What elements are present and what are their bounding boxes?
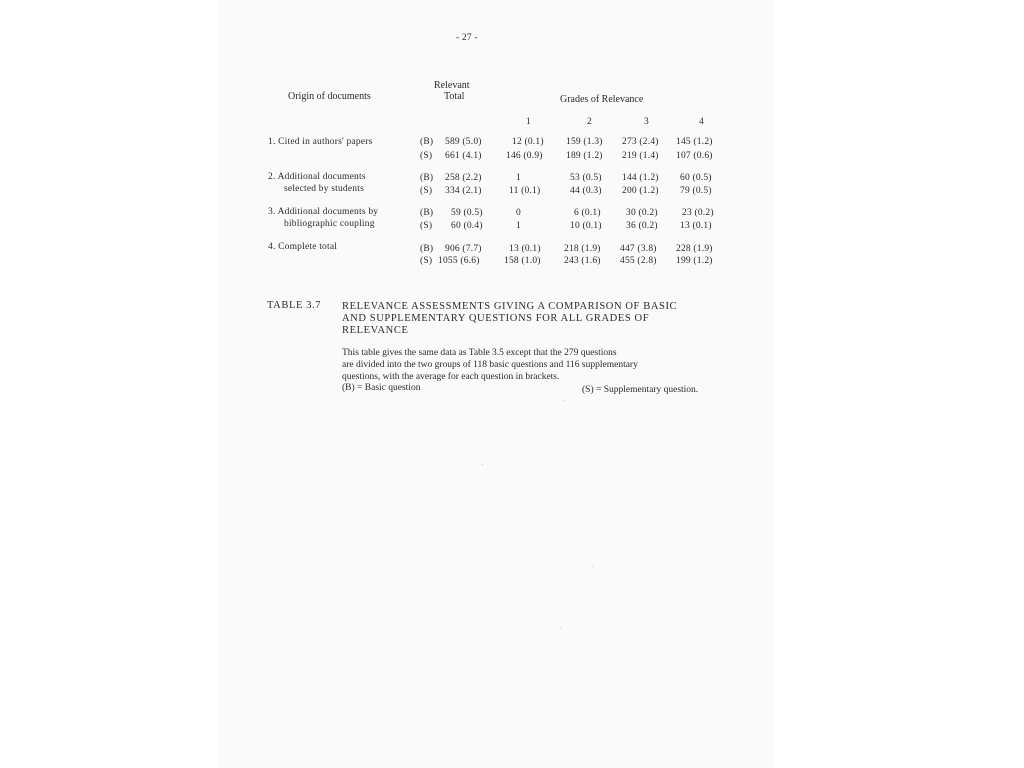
- row-grade-4: 79 (0.5): [680, 186, 712, 196]
- basic-question-key: (B) = Basic question: [342, 383, 421, 393]
- row-label: 2. Additional documents: [268, 172, 366, 182]
- scan-speck: [563, 400, 564, 401]
- row-grade-4: 13 (0.1): [680, 221, 712, 231]
- row-grade-1: 158 (1.0): [504, 256, 541, 266]
- row-grade-1: 11 (0.1): [509, 186, 541, 196]
- grade-label-1: 1: [526, 117, 531, 127]
- grade-label-4: 4: [699, 117, 704, 127]
- row-total: 1055 (6.6): [438, 256, 480, 266]
- row-grade-2: 243 (1.6): [564, 256, 601, 266]
- header-total: Total: [444, 91, 465, 102]
- row-total: 589 (5.0): [445, 137, 482, 147]
- row-grade-2: 189 (1.2): [566, 151, 603, 161]
- row-type: (B): [420, 173, 434, 183]
- scan-speck: [560, 628, 561, 629]
- row-type: (S): [420, 186, 433, 196]
- header-grades: Grades of Relevance: [560, 94, 644, 105]
- row-grade-3: 273 (2.4): [622, 137, 659, 147]
- page-number: - 27 -: [456, 33, 478, 43]
- row-total: 334 (2.1): [445, 186, 482, 196]
- row-grade-3: 36 (0.2): [626, 221, 658, 231]
- row-grade-4: 228 (1.9): [676, 244, 713, 254]
- row-type: (B): [420, 244, 434, 254]
- row-grade-2: 218 (1.9): [564, 244, 601, 254]
- row-grade-1: 12 (0.1): [512, 137, 544, 147]
- row-grade-3: 219 (1.4): [622, 151, 659, 161]
- table-note-line: are divided into the two groups of 118 basic questions and 116 supplementary: [342, 360, 638, 370]
- supplementary-question-key: (S) = Supplementary question.: [582, 385, 699, 395]
- row-total: 60 (0.4): [451, 221, 483, 231]
- row-type: (B): [420, 208, 434, 218]
- row-grade-2: 10 (0.1): [570, 221, 602, 231]
- row-grade-2: 159 (1.3): [566, 137, 603, 147]
- scan-speck: [482, 464, 483, 465]
- row-grade-4: 23 (0.2): [682, 208, 714, 218]
- table-caption-line: RELEVANCE: [342, 325, 409, 336]
- row-grade-1: 1: [516, 173, 521, 183]
- row-grade-1: 0: [516, 208, 521, 218]
- header-origin: Origin of documents: [288, 91, 371, 102]
- table-caption-line: RELEVANCE ASSESSMENTS GIVING A COMPARISON OF BASIC: [342, 301, 678, 312]
- row-grade-3: 30 (0.2): [626, 208, 658, 218]
- row-grade-2: 44 (0.3): [570, 186, 602, 196]
- row-label: 3. Additional documents by: [268, 207, 379, 217]
- row-type: (S): [420, 256, 433, 266]
- row-grade-3: 200 (1.2): [622, 186, 659, 196]
- row-grade-3: 455 (2.8): [620, 256, 657, 266]
- scan-speck: [592, 566, 593, 567]
- row-label: bibliographic coupling: [284, 219, 375, 229]
- row-total: 59 (0.5): [451, 208, 483, 218]
- row-grade-2: 53 (0.5): [570, 173, 602, 183]
- row-label: 4. Complete total: [268, 242, 338, 252]
- table-caption-line: AND SUPPLEMENTARY QUESTIONS FOR ALL GRADES OF: [342, 313, 650, 324]
- row-type: (S): [420, 151, 433, 161]
- row-label: 1. Cited in authors' papers: [268, 137, 373, 147]
- document-page: [218, 0, 774, 768]
- row-type: (S): [420, 221, 433, 231]
- row-total: 661 (4.1): [445, 151, 482, 161]
- table-caption-label: TABLE 3.7: [267, 300, 322, 311]
- table-note-line: questions, with the average for each question in brackets.: [342, 372, 560, 382]
- table-note-line: This table gives the same data as Table 3.5 except that the 279 questions: [342, 348, 617, 358]
- row-grade-1: 146 (0.9): [506, 151, 543, 161]
- header-relevant: Relevant: [434, 80, 470, 91]
- row-grade-3: 144 (1.2): [622, 173, 659, 183]
- row-grade-1: 1: [516, 221, 521, 231]
- grade-label-2: 2: [587, 117, 592, 127]
- row-grade-2: 6 (0.1): [574, 208, 601, 218]
- grade-label-3: 3: [644, 117, 649, 127]
- row-grade-4: 107 (0.6): [676, 151, 713, 161]
- row-total: 906 (7.7): [445, 244, 482, 254]
- row-grade-4: 145 (1.2): [676, 137, 713, 147]
- row-grade-4: 60 (0.5): [680, 173, 712, 183]
- row-grade-1: 13 (0.1): [509, 244, 541, 254]
- row-type: (B): [420, 137, 434, 147]
- row-label: selected by students: [284, 184, 364, 194]
- row-total: 258 (2.2): [445, 173, 482, 183]
- row-grade-3: 447 (3.8): [620, 244, 657, 254]
- row-grade-4: 199 (1.2): [676, 256, 713, 266]
